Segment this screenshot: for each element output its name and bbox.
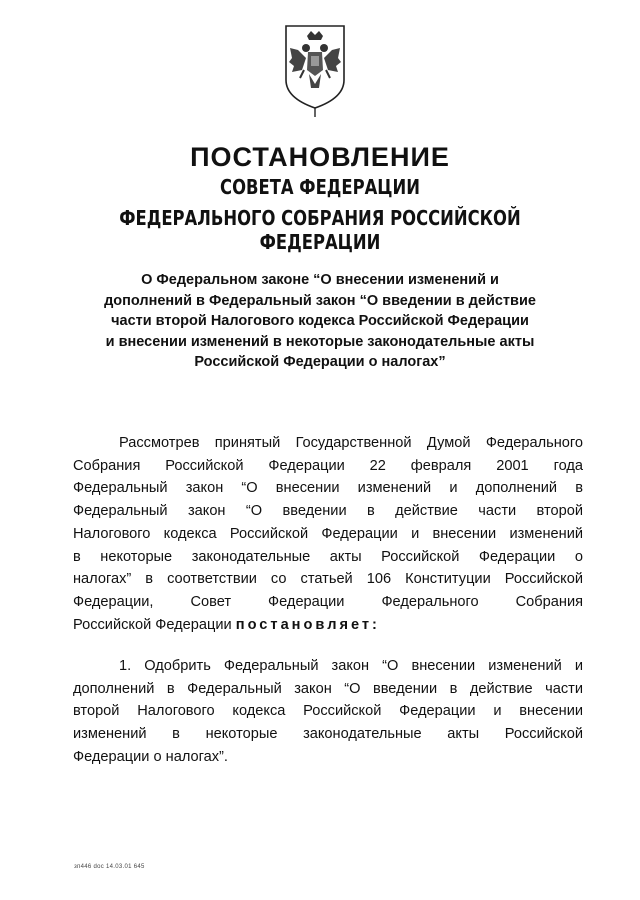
text-line: Федерации о налогах”. — [73, 748, 228, 765]
subject-line: О Федеральном законе “О внесении изменений и — [141, 272, 499, 288]
issuer-line-1: СОВЕТА ФЕДЕРАЦИИ — [220, 175, 420, 199]
text-line: изменений в некоторые законодательные акты Российской — [73, 726, 583, 743]
coat-of-arms-icon — [276, 18, 354, 118]
text-line: второй Налогового кодекса Российской Федерации и внесении — [73, 703, 583, 720]
text-line: Федеральный закон “О внесении изменений и дополнений в — [73, 480, 583, 497]
text-fragment: Российской Федерации — [73, 616, 232, 633]
resolution-item-1 — [73, 655, 583, 769]
resolution-keyword: постановляет: — [235, 616, 380, 633]
issuer-line-2: ФЕДЕРАЛЬНОГО СОБРАНИЯ РОССИЙСКОЙ ФЕДЕРАЦИИ — [119, 206, 521, 254]
text-line: налогах” в соответствии со статьей 106 Конституции Российской — [73, 571, 583, 588]
text-line: Рассмотрев принятый Государственной Думой Федерального — [119, 435, 583, 451]
text-line: Федеральный закон “О введении в действие части второй — [73, 503, 583, 520]
subject-line: и внесении изменений в некоторые законодательные акты — [105, 333, 535, 350]
text-line: Собрания Российской Федерации 22 февраля 2001 года — [73, 457, 583, 474]
subject-line: Российской Федерации о налогах” — [194, 354, 446, 370]
document-subject — [100, 270, 540, 373]
text-line: 1. Одобрить Федеральный закон “О внесении изменений и — [119, 658, 583, 674]
document-code: зп446 doc 14.03.01 645 — [74, 864, 145, 870]
text-line: Налогового кодекса Российской Федерации и внесении изменений — [73, 525, 583, 542]
text-line: Федерации, Совет Федерации Федерального Собрания — [73, 593, 583, 610]
text-line: дополнений в Федеральный закон “О введении в действие части — [73, 680, 583, 697]
text-line: в некоторые законодательные акты Российской Федерации о — [73, 548, 583, 565]
subject-line: части второй Налогового кодекса Российской Федерации — [111, 313, 529, 329]
text-line — [73, 614, 583, 637]
document-title: ПОСТАНОВЛЕНИЕ — [190, 142, 450, 172]
preamble-paragraph — [73, 432, 583, 636]
subject-line: дополнений в Федеральный закон “О введении в действие — [104, 292, 536, 309]
